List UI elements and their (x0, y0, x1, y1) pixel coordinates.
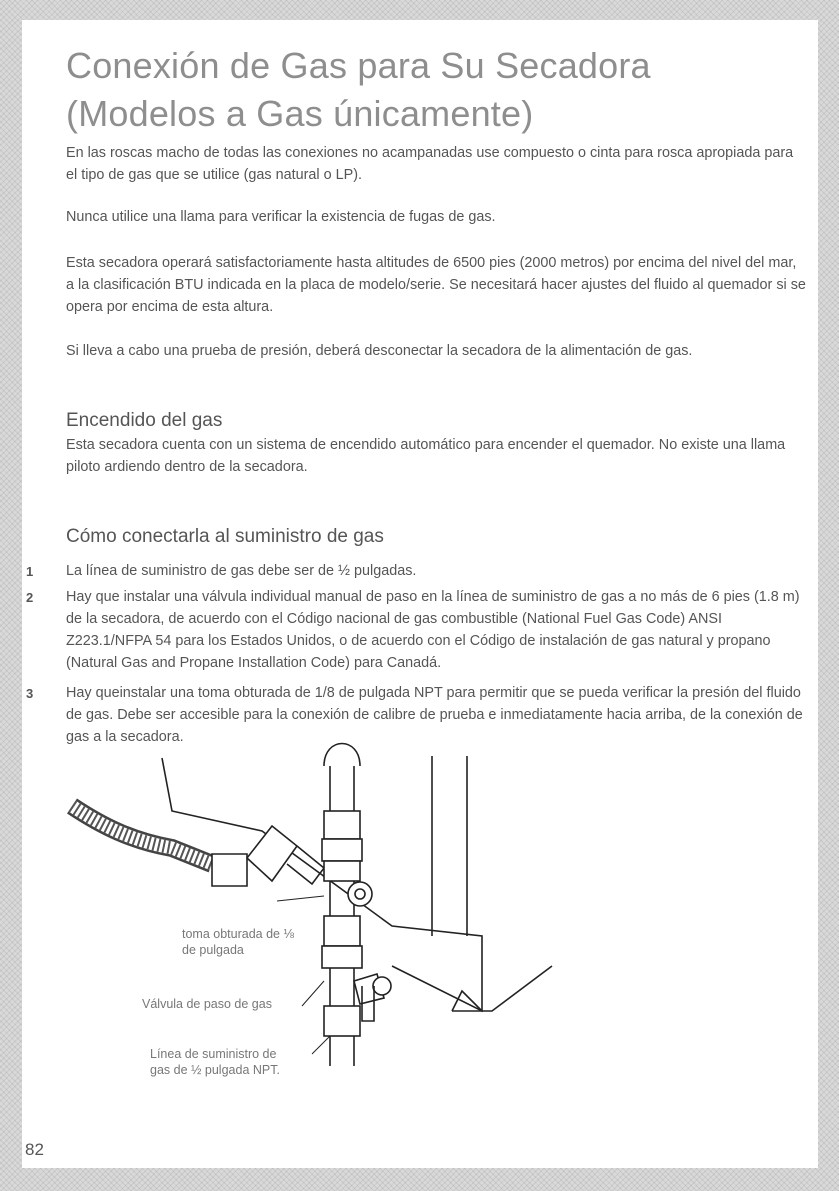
intro-paragraph-3: Esta secadora operará satisfactoriamente hasta altitudes de 6500 pies (2000 metros) por encima del nivel del mar, a la clasificación BTU indicada en la placa de modelo/serie. Se necesitará hacer ajustes del fluido al quemador si se opera por encima de esta altura. (66, 255, 806, 315)
document-page (22, 20, 818, 1168)
step-text: Hay que instalar una válvula individual manual de paso en la línea de suministro de gas a no más de 6 pies (1.8 m) de la secadora, de acuerdo con el Código nacional de gas combustible (National Fuel Gas Code) ANSI Z223.1/NFPA 54 para los Estados Unidos, o de acuerdo con el Código de instalación de gas natural y propano (Natural Gas and Propane Installation Code) para Canadá. (66, 589, 800, 671)
intro-paragraph-4: Si lleva a cabo una prueba de presión, deberá desconectar la secadora de la alimentación de gas. (66, 343, 693, 359)
connect-heading: Cómo conectarla al suministro de gas (66, 526, 384, 547)
valve-label: Válvula de paso de gas (142, 997, 272, 1011)
intro-paragraph-1: En las roscas macho de todas las conexiones no acampanadas use compuesto o cinta para rosca apropiada para el tipo de gas que se utilice (gas natural o LP). (66, 145, 794, 183)
plug-label: toma obturada de ⅛ de pulgada (182, 927, 294, 957)
step-number: 3 (26, 686, 34, 701)
step-text: Hay queinstalar una toma obturada de 1/8 de pulgada NPT para permitir que se pueda verificar la presión del fluido de gas. Debe ser accesible para la conexión de calibre de prueba e inmediatamente hacia arriba, de la conexión de gas a la secadora. (66, 685, 803, 745)
ignition-text: Esta secadora cuenta con un sistema de encendido automático para encender el quemador. No existe una llama piloto ardiendo dentro de la secadora. (66, 437, 786, 475)
intro-paragraph-2: Nunca utilice una llama para verificar la existencia de fugas de gas. (66, 209, 496, 225)
page-title: Conexión de Gas para Su Secadora (Modelos a Gas únicamente) (66, 45, 651, 134)
dryer-cabinet-outline (162, 758, 482, 1011)
step-text: La línea de suministro de gas debe ser de ½ pulgadas. (66, 563, 417, 579)
page-number: 82 (25, 1140, 44, 1159)
gas-connection-diagram (62, 736, 622, 1076)
elbow-fitting (212, 854, 247, 886)
ignition-heading: Encendido del gas (66, 410, 223, 431)
step-number: 2 (26, 590, 34, 605)
supply-line-label: Línea de suministro de gas de ½ pulgada NPT. (150, 1047, 280, 1077)
gas-connection-illustration (62, 736, 622, 1076)
pressure-tap-plug (348, 882, 372, 906)
step-number: 1 (26, 564, 34, 579)
